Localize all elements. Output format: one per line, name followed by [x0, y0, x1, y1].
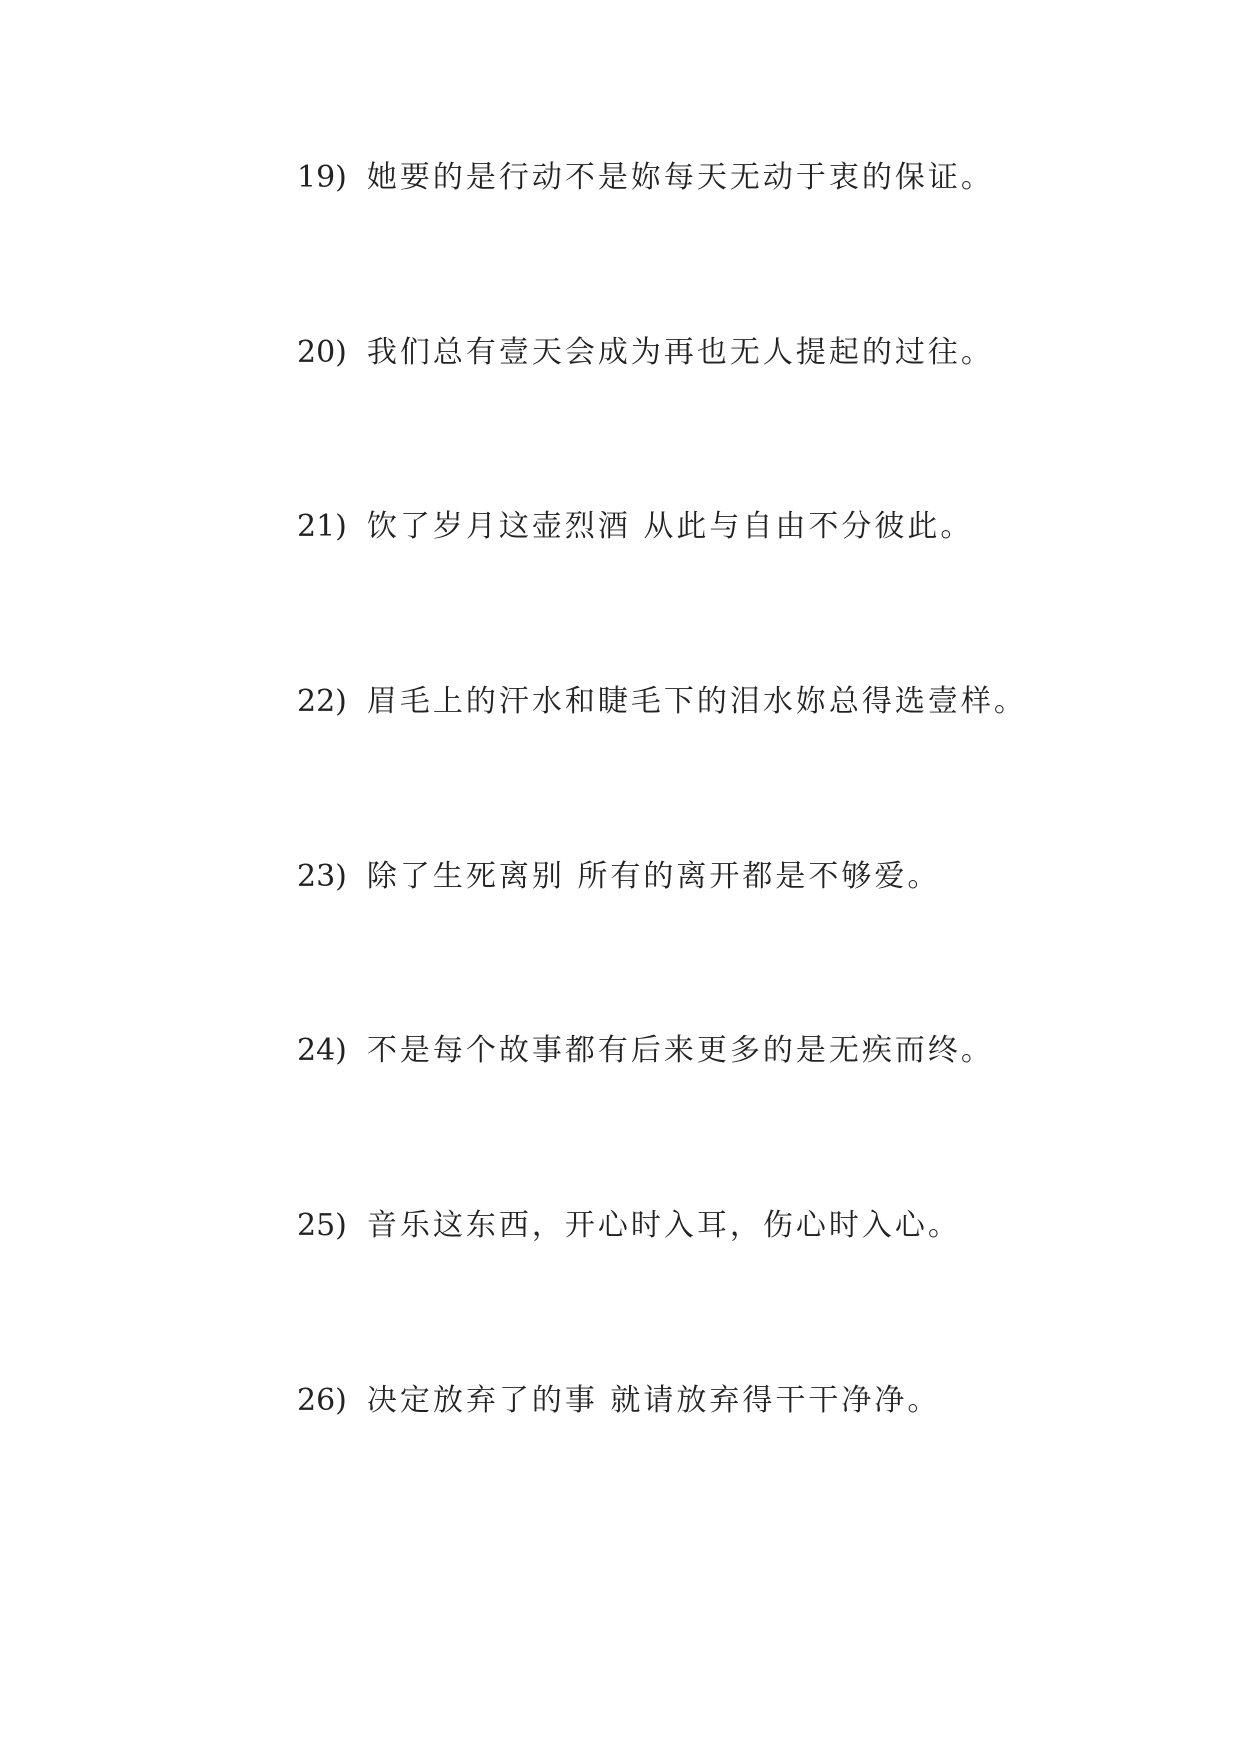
- quote-text: 饮了岁月这壶烈酒 从此与自由不分彼此。: [366, 509, 974, 545]
- quote-item-24: [297, 1031, 1027, 1206]
- quote-list: [297, 158, 1027, 1556]
- quote-item-19: [297, 158, 1027, 333]
- quote-number: 22): [297, 684, 347, 720]
- quote-text: 我们总有壹天会成为再也无人提起的过往。: [366, 334, 994, 370]
- quote-number: 24): [297, 1033, 347, 1069]
- quote-item-25: [297, 1206, 1027, 1381]
- quote-number: 19): [297, 160, 347, 195]
- quote-number: 25): [297, 1208, 347, 1244]
- quote-text: 眉毛上的汗水和睫毛下的泪水妳总得选壹样。: [366, 684, 1027, 720]
- quote-number: 23): [297, 858, 347, 894]
- quote-text: 她要的是行动不是妳每天无动于衷的保证。: [366, 160, 994, 195]
- quote-text: 决定放弃了的事 就请放弃得干干净净。: [366, 1382, 941, 1418]
- quote-number: 26): [297, 1382, 347, 1418]
- quote-text: 除了生死离别 所有的离开都是不够爱。: [366, 858, 941, 894]
- quote-text: 不是每个故事都有后来更多的是无疾而终。: [366, 1033, 994, 1069]
- quote-item-26: [297, 1381, 1027, 1556]
- quote-number: 20): [297, 334, 347, 370]
- quote-number: 21): [297, 509, 347, 545]
- quote-item-23: [297, 857, 1027, 1032]
- quote-item-22: [297, 682, 1027, 857]
- quote-item-20: [297, 333, 1027, 508]
- quote-text: 音乐这东西，开心时入耳，伤心时入心。: [366, 1208, 961, 1244]
- quote-item-21: [297, 507, 1027, 682]
